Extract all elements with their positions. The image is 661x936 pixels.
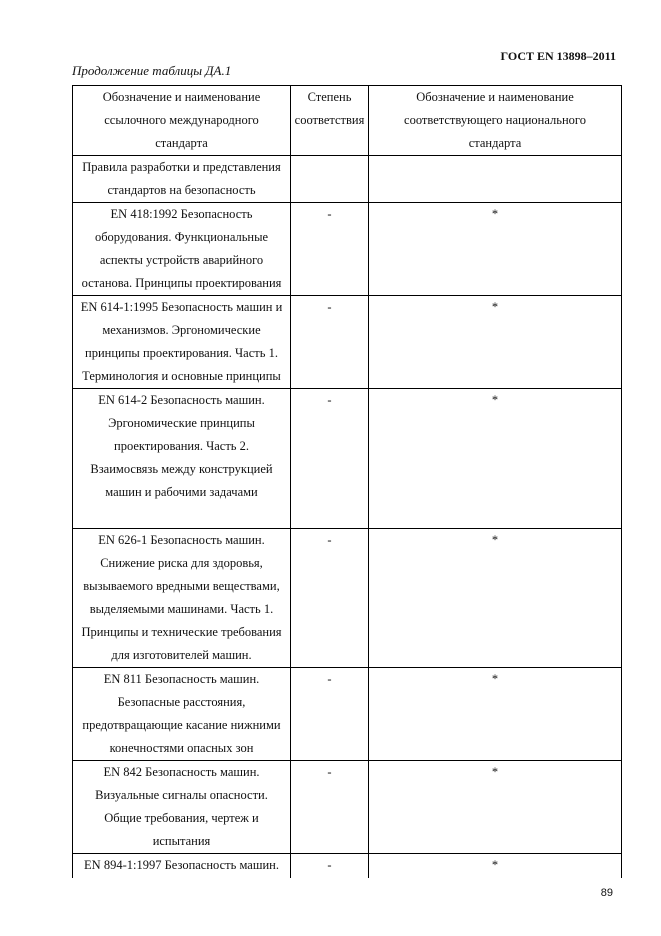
- cell-national-standard: *: [369, 761, 622, 854]
- cell-degree: -: [291, 668, 369, 761]
- cell-international-standard: EN 894-1:1997 Безопасность машин.: [73, 854, 291, 878]
- cell-national-standard: [369, 156, 622, 203]
- cell-national-standard: *: [369, 203, 622, 296]
- table-row: [73, 761, 622, 854]
- cell-degree: -: [291, 854, 369, 878]
- reference-standards-table: [72, 85, 622, 878]
- column-header-degree: Степень соответствия: [291, 86, 369, 156]
- column-header-international: Обозначение и наименование ссылочного международного стандарта: [73, 86, 291, 156]
- cell-degree: -: [291, 203, 369, 296]
- page-number: 89: [600, 887, 613, 899]
- cell-international-standard: EN 418:1992 Безопасность оборудования. Функциональные аспекты устройств аварийного останова. Принципы проектирования: [73, 203, 291, 296]
- cell-international-standard: EN 811 Безопасность машин. Безопасные расстояния, предотвращающие касание нижними конечностями опасных зон: [73, 668, 291, 761]
- cell-national-standard: *: [369, 389, 622, 529]
- cell-national-standard: *: [369, 296, 622, 389]
- cell-national-standard: *: [369, 854, 622, 878]
- document-code: ГОСТ EN 13898–2011: [500, 49, 616, 63]
- cell-degree: -: [291, 296, 369, 389]
- cell-international-standard: EN 842 Безопасность машин. Визуальные сигналы опасности. Общие требования, чертеж и испытания: [73, 761, 291, 854]
- table-header-row: [73, 86, 622, 156]
- cell-degree: -: [291, 389, 369, 529]
- cell-international-standard: EN 614-1:1995 Безопасность машин и механизмов. Эргономические принципы проектирования. Часть 1. Терминология и основные принципы: [73, 296, 291, 389]
- cell-international-standard: Правила разработки и представления стандартов на безопасность: [73, 156, 291, 203]
- cell-international-standard: EN 614-2 Безопасность машин. Эргономические принципы проектирования. Часть 2. Взаимосвязь между конструкцией машин и рабочими задачами: [73, 389, 291, 529]
- column-header-national: Обозначение и наименование соответствующего национального стандарта: [369, 86, 622, 156]
- table-row: [73, 156, 622, 203]
- cell-degree: -: [291, 761, 369, 854]
- cell-national-standard: *: [369, 668, 622, 761]
- table-row: [73, 389, 622, 529]
- table-row: [73, 296, 622, 389]
- table-row: [73, 203, 622, 296]
- cell-national-standard: *: [369, 529, 622, 668]
- cell-degree: [291, 156, 369, 203]
- table-caption: Продолжение таблицы ДА.1: [72, 63, 232, 78]
- table-row: [73, 529, 622, 668]
- table-row: [73, 854, 622, 878]
- cell-degree: -: [291, 529, 369, 668]
- cell-international-standard: EN 626-1 Безопасность машин. Снижение риска для здоровья, вызываемого вредными веществами, выделяемыми машинами. Часть 1. Принципы и технические требования для изготовителей машин.: [73, 529, 291, 668]
- table-row: [73, 668, 622, 761]
